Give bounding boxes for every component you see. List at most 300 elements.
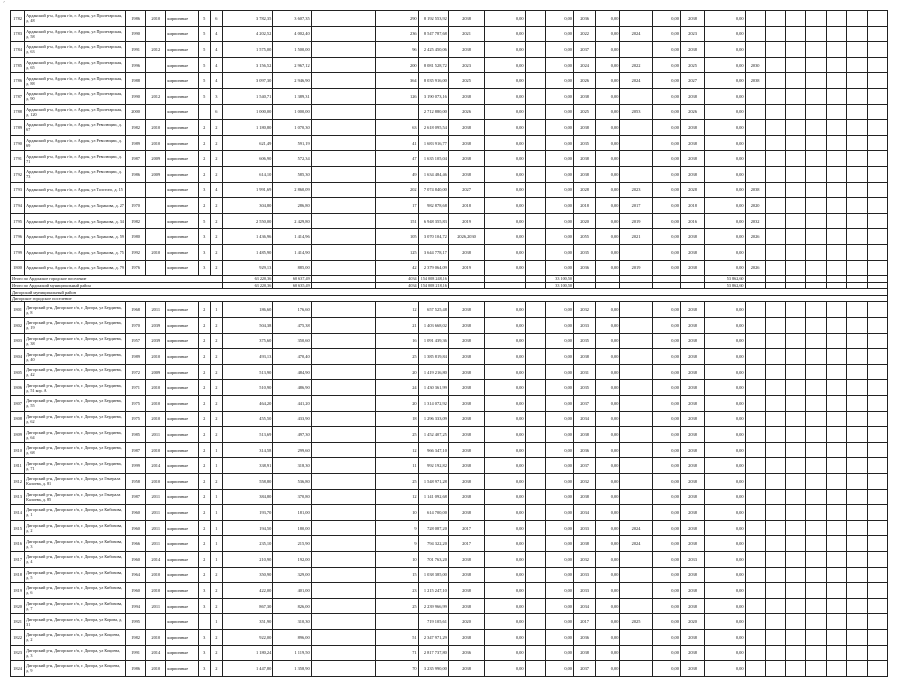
cell-cost: 8 081 528,72: [418, 57, 448, 73]
cell-a1: 621,49: [222, 135, 272, 151]
cell-a2: 329,00: [273, 567, 311, 583]
cell-f2: 0,00: [545, 302, 573, 318]
cell-no: 1788: [11, 104, 25, 120]
cell-empty: [847, 213, 867, 229]
table-row: [11, 349, 888, 365]
cell-d3: 2038: [680, 567, 704, 583]
cell-ent: 2: [210, 244, 222, 260]
cell-ent: 2: [210, 260, 222, 276]
cell-d1: 2031: [574, 364, 596, 380]
cell-wall: кирпичные: [166, 474, 198, 490]
cell-empty: [525, 661, 545, 677]
cell-ent: 2: [210, 318, 222, 334]
cell-empty: [867, 73, 887, 89]
table-row: [11, 474, 888, 490]
cell-no: 1803: [11, 333, 25, 349]
table-row: [11, 411, 888, 427]
cell-f1: 0,00: [485, 135, 525, 151]
cell-empty: [525, 135, 545, 151]
cell-empty: [311, 396, 376, 412]
cell-no: 1823: [11, 645, 25, 661]
cell-f1: 0,00: [485, 260, 525, 276]
cell-wall: кирпичные: [166, 520, 198, 536]
cell-f3: 0,00: [596, 505, 620, 521]
cell-fl: 3: [198, 229, 210, 245]
cell-a1: 351,90: [222, 614, 272, 630]
cell-a1: 922,00: [222, 629, 272, 645]
cell-empty: [827, 427, 847, 443]
cell-empty: [525, 411, 545, 427]
cell-empty: [448, 276, 484, 283]
cell-y2: 2010: [146, 661, 166, 677]
cell-f2: 0,00: [545, 260, 573, 276]
cell-empty: [806, 151, 827, 167]
cell-res: 18: [376, 411, 418, 427]
cell-empty: [867, 629, 887, 645]
cell-empty: [785, 551, 805, 567]
cell-wall: кирпичные: [166, 318, 198, 334]
cell-fl: 5: [198, 11, 210, 27]
cell-y2: 2039: [146, 318, 166, 334]
cell-per: 2038: [448, 583, 484, 599]
cell-empty: [867, 567, 887, 583]
cell-d4: [745, 333, 765, 349]
cell-per: 2017: [448, 536, 484, 552]
cell-d1: 2033: [574, 520, 596, 536]
cell-wall: кирпичные: [166, 396, 198, 412]
cell-f5: 0,00: [705, 120, 745, 136]
section-header: Дигорское городское поселение: [11, 295, 888, 302]
cell-empty: [785, 57, 805, 73]
cell-f3: 0,00: [596, 120, 620, 136]
cell-f5: 0,00: [705, 474, 745, 490]
cell-empty: [525, 536, 545, 552]
cell-per: 2020: [448, 614, 484, 630]
cell-empty: [827, 629, 847, 645]
cell-empty: [525, 583, 545, 599]
cell-res: 105: [376, 229, 418, 245]
cell-d3: 2038: [680, 536, 704, 552]
cell-res: 63: [376, 120, 418, 136]
cell-f4: 0,00: [652, 661, 680, 677]
cell-f5: 0,00: [705, 57, 745, 73]
cell-empty: [765, 151, 785, 167]
cell-empty: [574, 276, 596, 283]
cell-fl: 2: [198, 551, 210, 567]
cell-f3: 0,00: [596, 536, 620, 552]
cell-empty: [765, 458, 785, 474]
cell-empty: [867, 166, 887, 182]
cell-d2: [620, 166, 652, 182]
cell-f5: 0,00: [705, 135, 745, 151]
cell-empty: [525, 104, 545, 120]
cell-res: 20: [376, 396, 418, 412]
cell-empty: [827, 244, 847, 260]
cell-cost: 719 105,61: [418, 614, 448, 630]
cell-y2: 2010: [146, 629, 166, 645]
cell-d1: 2037: [574, 458, 596, 474]
cell-y2: 2010: [146, 411, 166, 427]
cell-a2: 475,38: [273, 318, 311, 334]
cell-ent: 4: [210, 42, 222, 58]
cell-d4: [745, 598, 765, 614]
cell-no: 1811: [11, 458, 25, 474]
cell-y2: 2010: [146, 380, 166, 396]
cell-no: 1801: [11, 302, 25, 318]
cell-addr: Арданский р-н, Ардон г/п, г. Ардон, ул Пролетарская, д. 88: [25, 73, 126, 89]
cell-d2: 2024: [620, 26, 652, 42]
cell-d2: [620, 349, 652, 365]
cell-f4: 0,00: [652, 42, 680, 58]
cell-no: 1784: [11, 42, 25, 58]
cell-f5: 0,00: [705, 427, 745, 443]
cell-empty: [806, 57, 827, 73]
cell-f3: 0,00: [596, 182, 620, 198]
cell-cost: 7 074 840,00: [418, 182, 448, 198]
cell-f3: 0,00: [596, 57, 620, 73]
cell-y2: 2014: [146, 645, 166, 661]
cell-fl: 3: [198, 645, 210, 661]
cell-a1: 1 447,80: [222, 661, 272, 677]
total-fund-a: 33 100,50: [545, 282, 573, 289]
cell-f4: 0,00: [652, 302, 680, 318]
cell-empty: [806, 88, 827, 104]
cell-cost: 3 070 104,72: [418, 229, 448, 245]
cell-empty: [311, 120, 376, 136]
cell-empty: [785, 645, 805, 661]
cell-y1: [126, 182, 146, 198]
cell-a1: 1 540,71: [222, 88, 272, 104]
cell-f1: 0,00: [485, 318, 525, 334]
cell-empty: [867, 598, 887, 614]
cell-empty: [847, 318, 867, 334]
cell-a2: 180,00: [273, 520, 311, 536]
cell-f4: 0,00: [652, 505, 680, 521]
cell-ent: 2: [210, 120, 222, 136]
cell-fl: 2: [198, 567, 210, 583]
cell-empty: [525, 282, 545, 289]
cell-empty: [311, 520, 376, 536]
cell-a2: 1 358,90: [273, 661, 311, 677]
cell-ent: 2: [210, 598, 222, 614]
cell-fl: 2: [198, 120, 210, 136]
cell-y2: 2012: [146, 88, 166, 104]
cell-empty: [827, 583, 847, 599]
cell-f3: 0,00: [596, 614, 620, 630]
cell-y1: 1985: [126, 427, 146, 443]
cell-f5: 0,00: [705, 411, 745, 427]
cell-no: 1802: [11, 318, 25, 334]
cell-empty: [785, 520, 805, 536]
cell-fl: 2: [198, 135, 210, 151]
table-row: [11, 427, 888, 443]
cell-empty: [311, 104, 376, 120]
cell-addr: Дигорский р-н, Дигорское г/п, г. Дигора, ул Бердиева, д. 55: [25, 396, 126, 412]
cell-f2: 0,00: [545, 427, 573, 443]
cell-d3: 2027: [680, 73, 704, 89]
cell-f1: 0,00: [485, 396, 525, 412]
cell-f1: 0,00: [485, 11, 525, 27]
cell-d4: [745, 88, 765, 104]
cell-cost: 992 192,82: [418, 458, 448, 474]
cell-d2: [620, 583, 652, 599]
cell-f1: 0,00: [485, 333, 525, 349]
cell-empty: [525, 349, 545, 365]
cell-empty: [806, 396, 827, 412]
cell-a1: 2 550,00: [222, 213, 272, 229]
cell-f3: 0,00: [596, 411, 620, 427]
cell-res: 15: [376, 567, 418, 583]
cell-empty: [311, 182, 376, 198]
cell-fl: 5: [198, 213, 210, 229]
cell-no: 1813: [11, 489, 25, 505]
cell-f4: 0,00: [652, 104, 680, 120]
cell-empty: [867, 661, 887, 677]
cell-f1: 0,00: [485, 411, 525, 427]
cell-f2: 0,00: [545, 182, 573, 198]
cell-empty: [827, 536, 847, 552]
cell-wall: кирпичные: [166, 598, 198, 614]
cell-empty: [311, 567, 376, 583]
cell-a2: 286,80: [273, 198, 311, 214]
cell-d1: 2034: [574, 411, 596, 427]
cell-cost: 1 385 819,84: [418, 349, 448, 365]
cell-y2: 2039: [146, 333, 166, 349]
cell-d4: 2026: [745, 229, 765, 245]
cell-d1: 2038: [574, 427, 596, 443]
cell-f2: 0,00: [545, 213, 573, 229]
cell-empty: [806, 349, 827, 365]
cell-empty: [311, 583, 376, 599]
cell-d2: 2025: [620, 614, 652, 630]
cell-empty: [867, 380, 887, 396]
cell-empty: [785, 661, 805, 677]
cell-d3: 2038: [680, 88, 704, 104]
cell-empty: [785, 213, 805, 229]
cell-empty: [867, 88, 887, 104]
cell-per: 2038: [448, 474, 484, 490]
cell-addr: Арданский р-н, Ардон г/п, г. Ардон, ул Пролетарская, д. 90: [25, 88, 126, 104]
cell-d1: 2032: [574, 551, 596, 567]
cell-no: 1782: [11, 11, 25, 27]
cell-cost: 8 192 553,92: [418, 11, 448, 27]
cell-empty: [765, 614, 785, 630]
cell-d3: 2038: [680, 229, 704, 245]
cell-f4: 0,00: [652, 396, 680, 412]
cell-addr: Арданский р-н, Ардон г/п, г. Ардон, ул Революции, д. 67: [25, 120, 126, 136]
cell-d4: 2030: [745, 57, 765, 73]
cell-f4: 0,00: [652, 489, 680, 505]
cell-empty: [847, 458, 867, 474]
cell-y1: 1960: [126, 505, 146, 521]
cell-empty: [827, 73, 847, 89]
cell-empty: [827, 276, 847, 283]
cell-empty: [847, 380, 867, 396]
cell-a1: 614,10: [222, 166, 272, 182]
cell-f2: 0,00: [545, 505, 573, 521]
cell-f2: 0,00: [545, 442, 573, 458]
cell-ent: 1: [210, 614, 222, 630]
cell-empty: [765, 260, 785, 276]
cell-y2: [146, 73, 166, 89]
cell-d2: [620, 551, 652, 567]
cell-f2: 0,00: [545, 598, 573, 614]
cell-d2: [620, 474, 652, 490]
cell-empty: [827, 260, 847, 276]
cell-empty: [525, 213, 545, 229]
cell-wall: кирпичные: [166, 244, 198, 260]
cell-a1: 513,90: [222, 364, 272, 380]
cell-d2: [620, 302, 652, 318]
cell-empty: [785, 364, 805, 380]
cell-d4: 2038: [745, 73, 765, 89]
cell-f4: 0,00: [652, 458, 680, 474]
cell-f1: 0,00: [485, 349, 525, 365]
cell-f1: 0,00: [485, 380, 525, 396]
cell-empty: [311, 505, 376, 521]
cell-f4: 0,00: [652, 260, 680, 276]
table-body: [11, 11, 888, 677]
cell-ent: 2: [210, 333, 222, 349]
cell-fl: [198, 104, 210, 120]
cell-f4: 0,00: [652, 567, 680, 583]
cell-f1: 0,00: [485, 629, 525, 645]
cell-empty: [525, 614, 545, 630]
cell-f4: 0,00: [652, 88, 680, 104]
cell-f1: 0,00: [485, 442, 525, 458]
cell-ent: 2: [210, 661, 222, 677]
cell-y1: 1991: [126, 645, 146, 661]
cell-res: 47: [376, 151, 418, 167]
cell-empty: [525, 380, 545, 396]
cell-empty: [867, 505, 887, 521]
cell-d2: [620, 442, 652, 458]
cell-f3: 0,00: [596, 26, 620, 42]
cell-empty: [311, 551, 376, 567]
cell-wall: кирпичные: [166, 567, 198, 583]
cell-empty: [806, 661, 827, 677]
cell-f3: 0,00: [596, 88, 620, 104]
cell-per: 2038: [448, 318, 484, 334]
cell-res: 10: [376, 551, 418, 567]
cell-res: 12: [376, 302, 418, 318]
cell-empty: [827, 88, 847, 104]
cell-f4: 0,00: [652, 583, 680, 599]
cell-empty: [525, 333, 545, 349]
cell-f5: 0,00: [705, 302, 745, 318]
cell-ent: 1: [210, 536, 222, 552]
cell-d3: 2023: [680, 26, 704, 42]
cell-per: 2017: [448, 520, 484, 536]
cell-ent: 6: [210, 11, 222, 27]
cell-empty: [806, 198, 827, 214]
cell-per: 2038: [448, 333, 484, 349]
cell-no: 1805: [11, 364, 25, 380]
cell-empty: [311, 349, 376, 365]
cell-f2: 0,00: [545, 151, 573, 167]
cell-cost: 1 683 916,77: [418, 135, 448, 151]
cell-empty: [867, 349, 887, 365]
cell-f1: 0,00: [485, 489, 525, 505]
cell-empty: [806, 505, 827, 521]
table-row: [11, 318, 888, 334]
cell-d3: 2038: [680, 474, 704, 490]
cell-addr: Дигорский р-н, Дигорское г/п, г. Дигора, ул Бердиева, д. 42: [25, 364, 126, 380]
cell-d4: [745, 442, 765, 458]
cell-empty: [847, 244, 867, 260]
cell-wall: кирпичные: [166, 442, 198, 458]
cell-no: 1810: [11, 442, 25, 458]
cell-ent: 1: [210, 551, 222, 567]
cell-a2: 826,00: [273, 598, 311, 614]
cell-ent: 2: [210, 364, 222, 380]
cell-a2: 441,20: [273, 396, 311, 412]
cell-d4: [745, 629, 765, 645]
cell-empty: [765, 551, 785, 567]
cell-empty: [785, 380, 805, 396]
cell-cost: 1 038 385,00: [418, 567, 448, 583]
cell-empty: [525, 26, 545, 42]
cell-d2: [620, 598, 652, 614]
cell-empty: [525, 260, 545, 276]
cell-a1: 504,38: [222, 318, 272, 334]
cell-addr: Дигорский р-н, Дигорское г/п, г. Дигора, ул Бердиева, д. 71: [25, 458, 126, 474]
cell-f5: 0,00: [705, 458, 745, 474]
cell-y1: 1971: [126, 380, 146, 396]
cell-empty: [847, 42, 867, 58]
cell-no: 1793: [11, 182, 25, 198]
cell-empty: [867, 302, 887, 318]
cell-fl: 5: [198, 42, 210, 58]
cell-fl: 2: [198, 349, 210, 365]
cell-addr: Дигорский р-н, Дигорское г/п, г. Дигора, ул Бердиева, д. 62: [25, 411, 126, 427]
cell-y2: 2010: [146, 349, 166, 365]
cell-empty: [525, 551, 545, 567]
cell-f3: 0,00: [596, 244, 620, 260]
cell-empty: [806, 42, 827, 58]
cell-f5: 0,00: [705, 364, 745, 380]
cell-f4: 0,00: [652, 598, 680, 614]
cell-empty: [525, 166, 545, 182]
cell-d4: [745, 520, 765, 536]
cell-empty: [785, 474, 805, 490]
cell-f5: 0,00: [705, 489, 745, 505]
cell-empty: [525, 458, 545, 474]
cell-empty: [765, 645, 785, 661]
cell-d1: 2033: [574, 583, 596, 599]
cell-empty: [867, 282, 887, 289]
cell-f3: 0,00: [596, 396, 620, 412]
cell-empty: [806, 427, 827, 443]
cell-a1: 1 436,96: [222, 229, 272, 245]
cell-no: 1820: [11, 598, 25, 614]
total-row: [11, 282, 888, 289]
cell-f1: 0,00: [485, 213, 525, 229]
cell-f4: 0,00: [652, 26, 680, 42]
cell-no: 1814: [11, 505, 25, 521]
cell-d2: [620, 120, 652, 136]
table-row: [11, 661, 888, 677]
cell-res: 126: [376, 88, 418, 104]
cell-a2: 536,80: [273, 474, 311, 490]
cell-empty: [311, 11, 376, 27]
cell-fl: 3: [198, 583, 210, 599]
cell-f3: 0,00: [596, 166, 620, 182]
cell-addr: Арданский р-н, Ардон г/п, г. Ардон, ул Пролетарская, д. 58: [25, 26, 126, 42]
cell-y2: 2010: [146, 567, 166, 583]
cell-f1: 0,00: [485, 536, 525, 552]
cell-d3: 2018: [680, 198, 704, 214]
